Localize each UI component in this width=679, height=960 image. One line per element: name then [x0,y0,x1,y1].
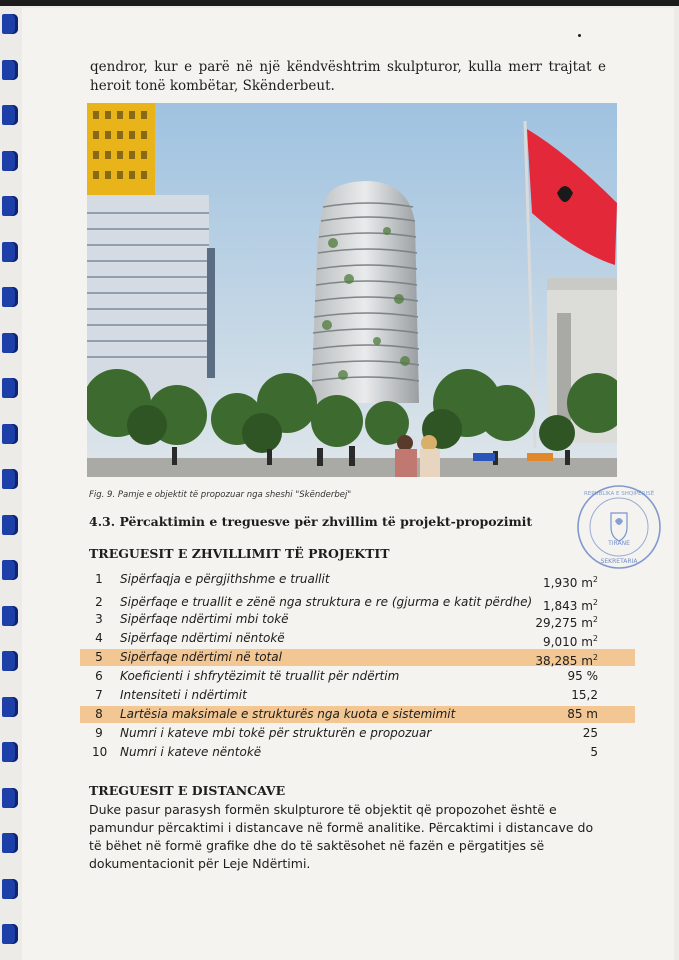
binding-ring [2,378,18,398]
figure-photo [87,103,617,477]
official-stamp [575,483,663,571]
row-label: Lartësia maksimale e strukturës nga kuota e sistemimit [120,707,456,721]
row-value-superscript: 2 [592,653,598,662]
table-row [80,706,635,723]
table-row [80,668,635,685]
binding-ring [2,788,18,808]
row-number: 9 [95,726,103,740]
spiral-binding [0,0,22,960]
binding-ring [2,697,18,717]
row-value [571,687,598,704]
binding-ring [2,196,18,216]
row-label: Numri i kateve nëntokë [120,745,262,759]
table-row [80,611,635,628]
table-row [80,649,635,666]
row-value-text: 1,930 m [543,576,593,590]
binding-ring [2,469,18,489]
row-value [568,668,599,685]
row-value-text: 9,010 m [543,635,593,649]
row-number: 2 [95,595,103,609]
binding-ring [2,515,18,535]
binding-ring [2,879,18,899]
binding-ring [2,151,18,171]
distance-heading: TREGUESIT E DISTANCAVE [89,783,286,798]
row-value-text: 1,843 m [543,599,593,613]
row-value [535,649,598,670]
row-label: Intensiteti i ndërtimit [120,688,247,702]
table-row [80,630,635,647]
row-value-superscript: 2 [592,615,598,624]
row-value [543,571,598,592]
row-label: Numri i kateve mbi tokë për strukturën e propozuar [120,726,432,740]
row-label: Koeficienti i shfrytëzimit të truallit për ndërtim [120,669,400,683]
row-label: Sipërfaqe ndërtimi në total [120,650,282,664]
row-number: 1 [95,572,103,586]
binding-ring [2,606,18,626]
row-number: 3 [95,612,103,626]
binding-ring [2,287,18,307]
row-label: Sipërfaqe ndërtimi nëntokë [120,631,285,645]
binding-ring [2,14,18,34]
binding-ring [2,242,18,262]
intro-paragraph: qendror, kur e parë në një këndvështrim skulpturor, kulla merr trajtat e heroit tonë kombëtar, Skënderbeut. [90,59,606,94]
row-number: 4 [95,631,103,645]
row-value-text: 5 [590,745,598,759]
row-label: Sipërfaqe e truallit e zënë nga struktura e re (gjurma e katit përdhe) [120,595,533,609]
row-number: 7 [95,688,103,702]
row-value [535,611,598,632]
row-label: Sipërfaqe ndërtimi mbi tokë [120,612,289,626]
binding-ring [2,424,18,444]
scan-top-edge [0,0,679,6]
distance-paragraph: Duke pasur parasysh formën skulpturore të objektit që propozohet është e pamundur përcaktimi i distancave në formë analitike. Përcaktimi i distancave do të bëhet në formë grafike dhe do të saktësohet në fazën e përgatitjes së dokumentacionit për Leje Ndërtimi. [89,802,594,871]
row-value-superscript: 2 [592,575,598,584]
binding-ring [2,560,18,580]
row-value-text: 95 % [567,669,598,683]
row-value [590,744,598,761]
svg-text:REPUBLIKA E SHQIPËRISË: REPUBLIKA E SHQIPËRISË [583,491,655,497]
binding-ring [2,742,18,762]
row-label: Sipërfaqja e përgjithshme e truallit [120,572,330,586]
row-value-text: 85 m [567,707,598,721]
binding-ring [2,333,18,353]
table-row [80,744,635,761]
table-row [80,725,635,742]
row-value [567,706,598,723]
svg-text:SEKRETARIA: SEKRETARIA [600,558,638,565]
row-value-text: 29,275 m [535,616,593,630]
row-number: 6 [95,669,103,683]
row-value-text: 38,285 m [535,654,593,668]
row-value [583,725,598,742]
svg-text:TIRANË: TIRANË [608,540,630,547]
row-value-text: 15,2 [571,688,598,702]
row-number: 10 [92,745,108,759]
section-heading: 4.3. Përcaktimin e treguesve për zhvillim të projekt-propozimit [89,514,533,529]
row-value-superscript: 2 [592,634,598,643]
table-row [80,571,635,588]
row-number: 5 [95,650,103,664]
table-heading: TREGUESIT E ZHVILLIMIT TË PROJEKTIT [89,546,390,561]
binding-ring [2,651,18,671]
binding-ring [2,60,18,80]
table-row [80,687,635,704]
table-row [80,594,635,611]
binding-ring [2,105,18,125]
row-value-text: 25 [582,726,598,740]
figure-caption: Fig. 9. Pamje e objektit të propozuar nga sheshi "Skënderbej" [89,490,352,500]
row-value-superscript: 2 [592,598,598,607]
binding-ring [2,833,18,853]
row-value [543,630,598,651]
row-number: 8 [95,707,103,721]
binding-ring [2,924,18,944]
scan-speck [578,34,581,37]
